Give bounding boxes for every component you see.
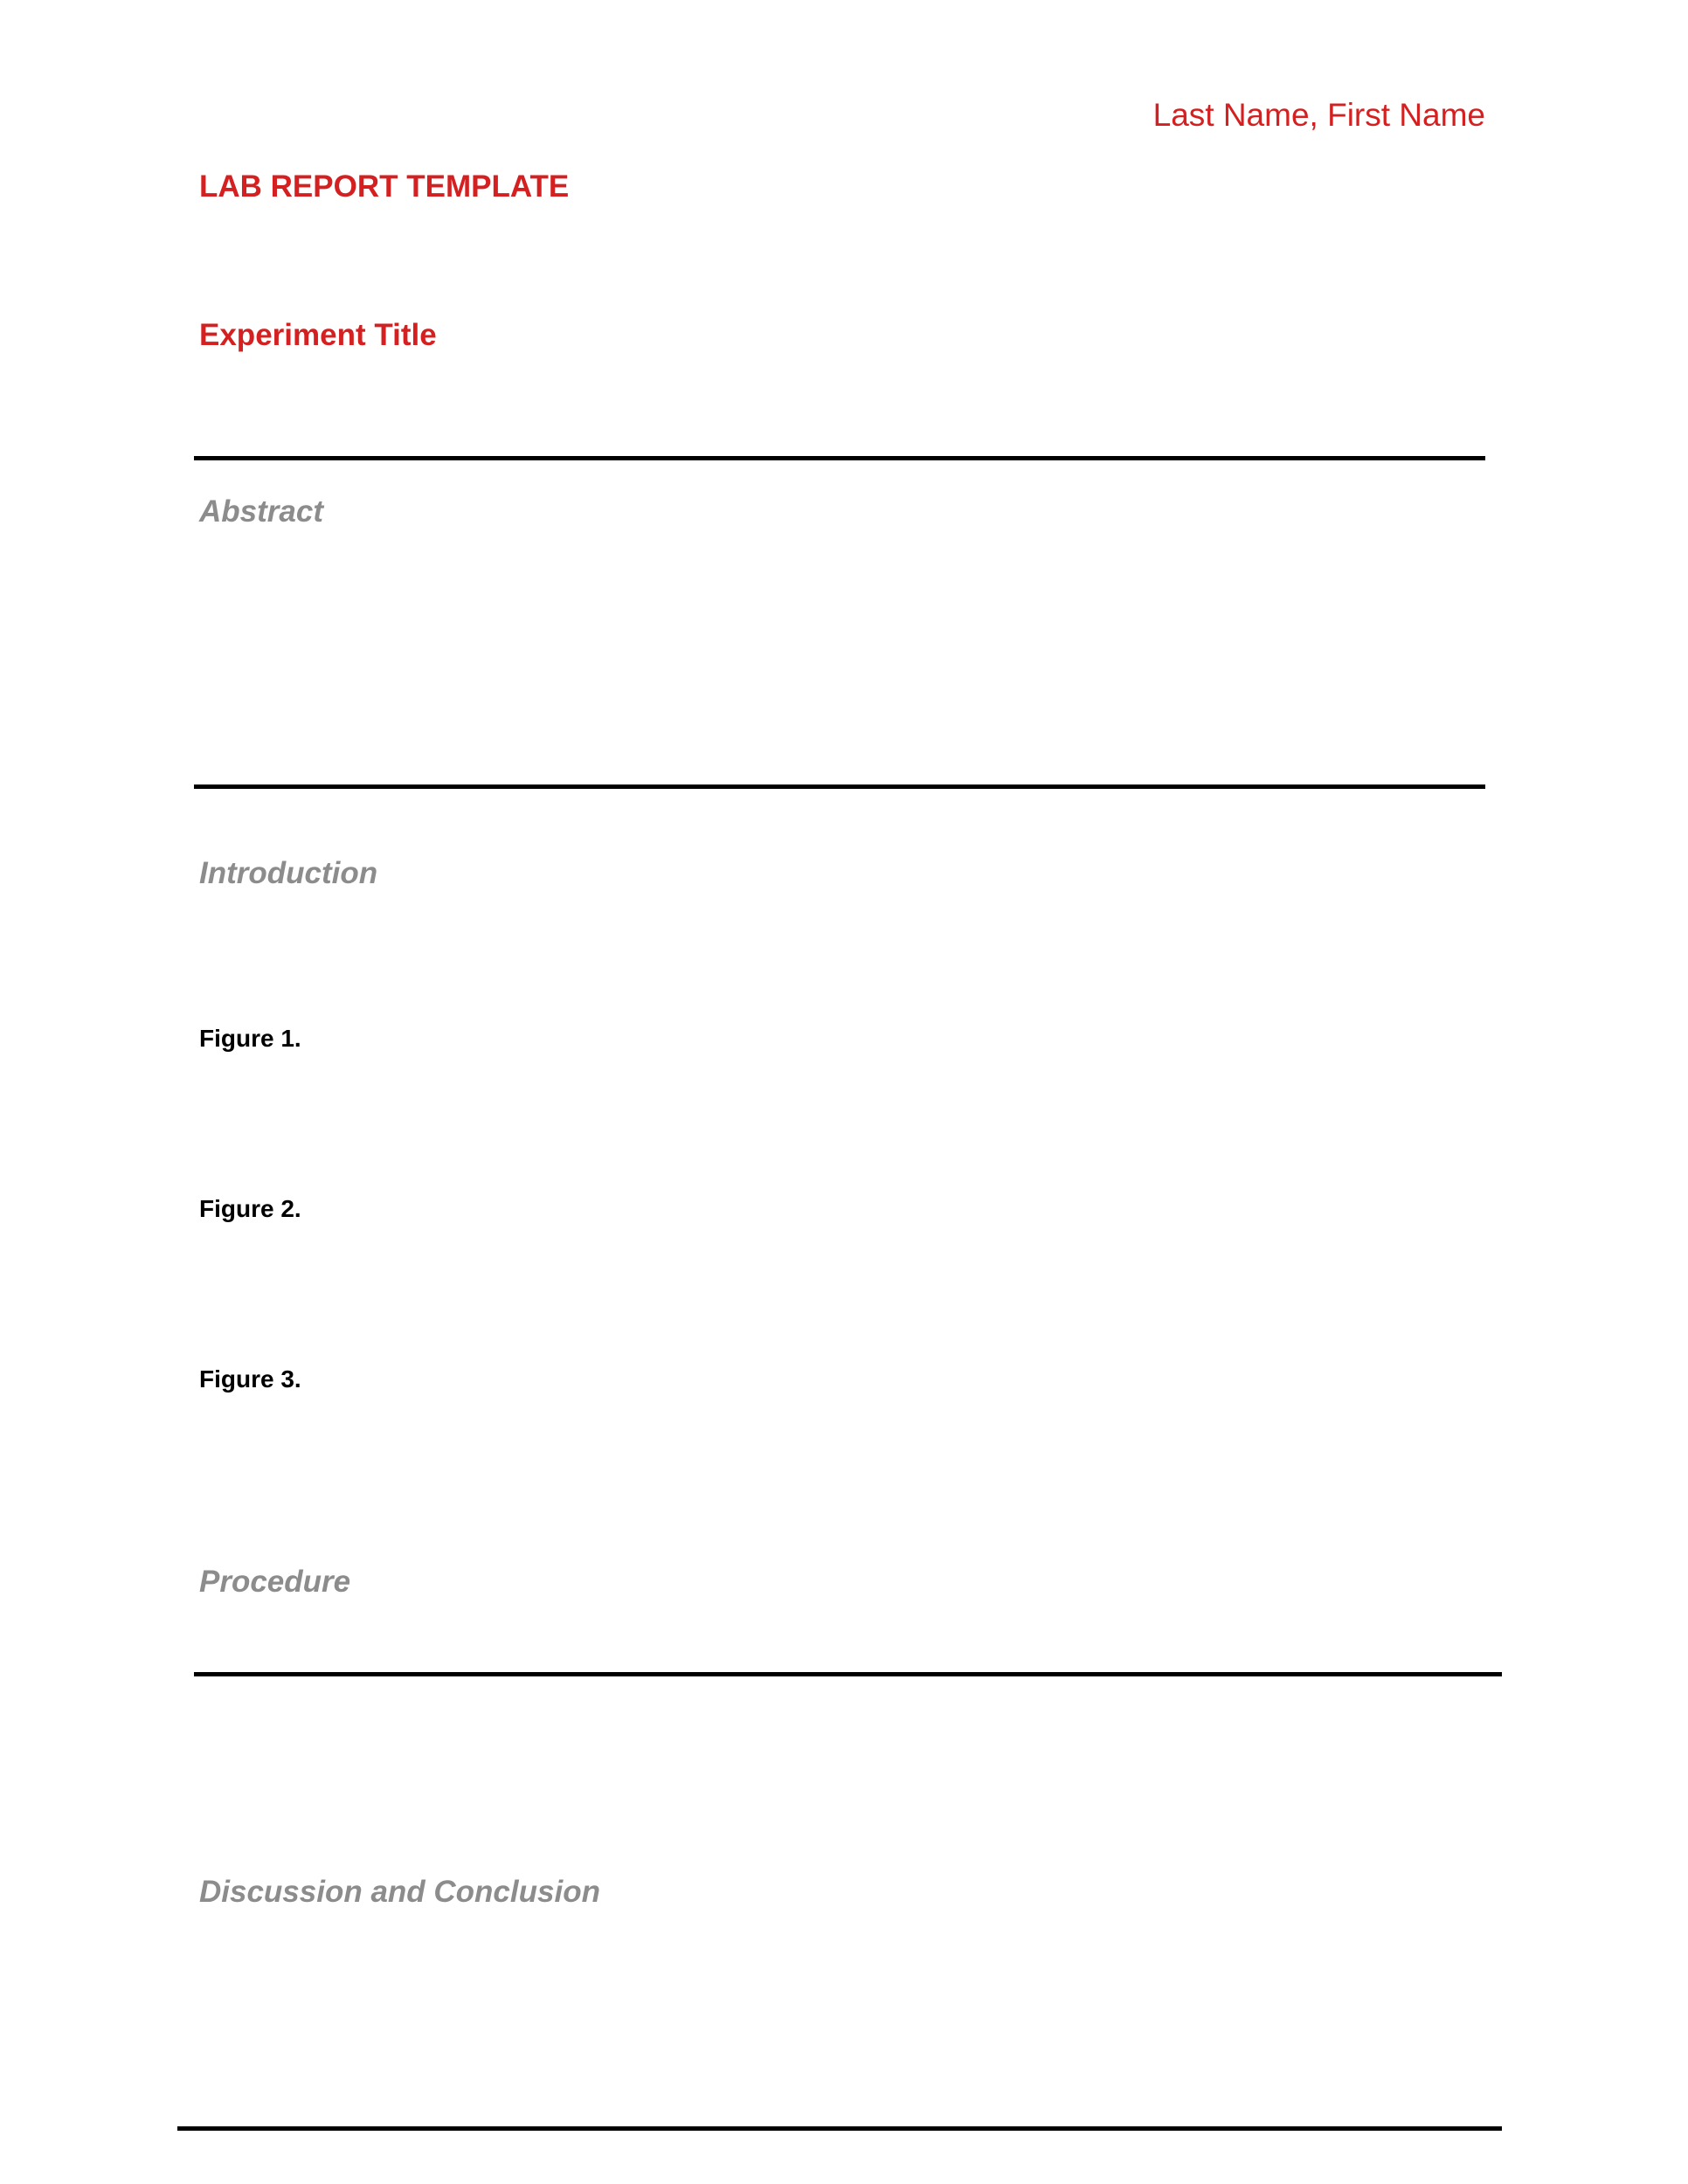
- section-heading-discussion: Discussion and Conclusion: [199, 1875, 600, 1909]
- divider-after-discussion: [177, 2126, 1502, 2131]
- experiment-title: Experiment Title: [199, 318, 437, 352]
- divider-after-title: [194, 456, 1485, 460]
- section-heading-procedure: Procedure: [199, 1565, 351, 1599]
- section-heading-abstract: Abstract: [199, 494, 323, 529]
- figure-label-1: Figure 1.: [199, 1025, 301, 1052]
- section-heading-introduction: Introduction: [199, 856, 378, 890]
- figure-label-2: Figure 2.: [199, 1195, 301, 1222]
- divider-after-abstract: [194, 784, 1485, 789]
- document-title: LAB REPORT TEMPLATE: [199, 169, 570, 204]
- figure-label-3: Figure 3.: [199, 1365, 301, 1393]
- author-name: Last Name, First Name: [1152, 97, 1485, 133]
- divider-after-procedure: [194, 1672, 1502, 1676]
